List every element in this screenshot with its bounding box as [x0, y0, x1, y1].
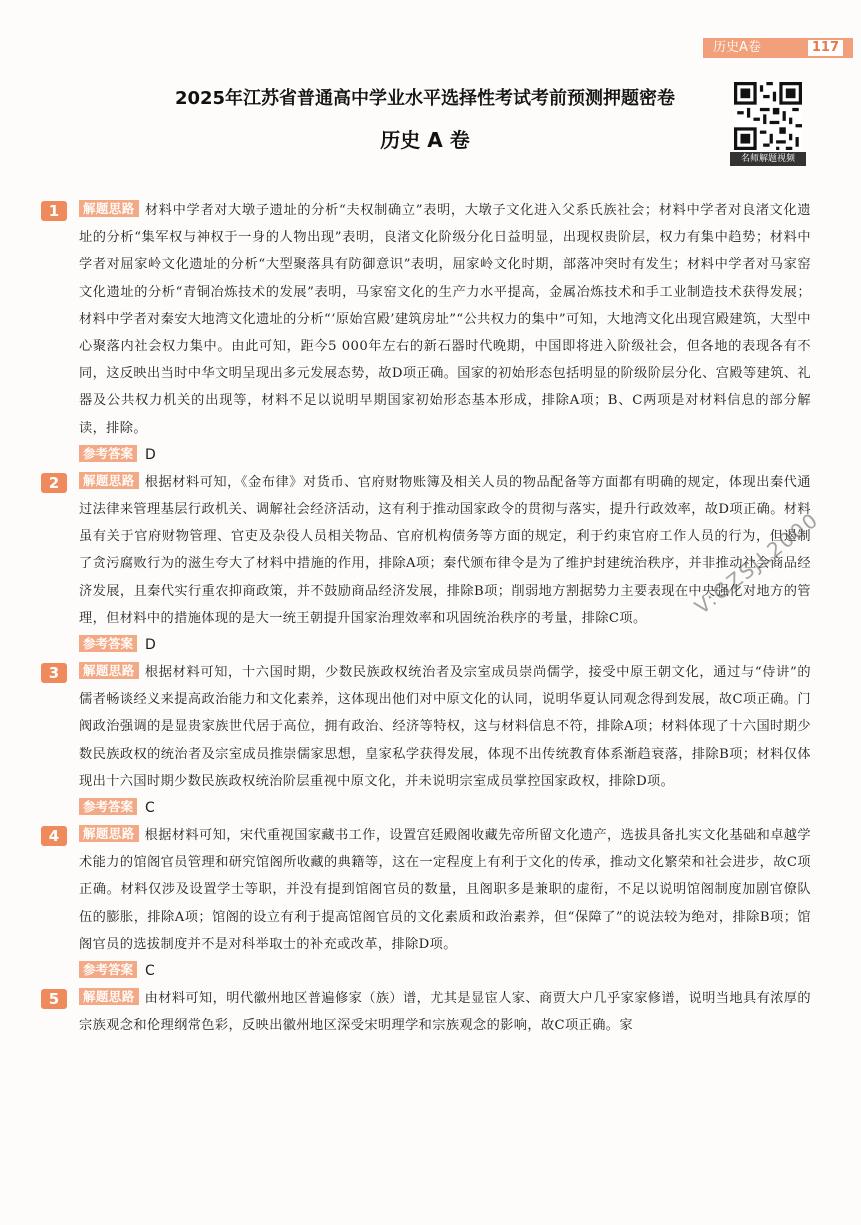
answer-label: 参考答案 — [79, 961, 137, 978]
qr-caption: 名师解题视频 — [730, 152, 806, 166]
answer-value: C — [145, 800, 155, 817]
question-number: 5 — [41, 989, 67, 1009]
answer-value: D — [145, 446, 156, 463]
explanation — [41, 659, 811, 795]
question-number: 1 — [41, 201, 67, 221]
explanation-text: 材料中学者对大墩子遗址的分析“夫权制确立”表明，大墩子文化进入父系氏族社会；材料中学者对良渚文化遗址的分析“集军权与神权于一身的人物出现”表明，良渚文化阶级分化日益明显，出现权贵阶层，权力有集中趋势；材料中学者对屈家岭文化遗址的分析“大型聚落具有防御意识”表明，屈家岭文化时期，部落冲突时有发生；材料中学者对马家窑文化遗址的分析“青铜冶炼技术的发展”表明，马家窑文化的生产力水平提高，金属冶炼技术和手工业制造技术获得发展；材料中学者对秦安大地湾文化遗址的分析“‘原始宫殿’建筑房址”“公共权力的集中”可知，大地湾文化出现宫殿建筑，大型中心聚落内社会权力集中。由此可知，距今5 000年左右的新石器时代晚期，中国即将进入阶级社会，但各地的表现各有不同，这反映出当时中华文明呈现出多元发展态势，故D项正确。国家的初始形态包括明显的阶级阶层分化、宫殿等建筑、礼器及公共权力机关的出现等，材料不足以说明早期国家初始形态基本形成，排除A项；B、C两项是对材料信息的部分解读，排除。 — [79, 203, 811, 436]
page-title: 2025年江苏省普通高中学业水平选择性考试考前预测押题密卷 — [174, 88, 676, 109]
section-tab — [703, 38, 853, 58]
thinking-label: 解题思路 — [79, 472, 139, 489]
answer-value: C — [145, 963, 155, 980]
answer-label: 参考答案 — [79, 635, 137, 652]
answer-row — [41, 795, 811, 822]
page-subtitle: 历史 A 卷 — [380, 128, 470, 152]
thinking-label: 解题思路 — [79, 988, 139, 1005]
explanation-text: 根据材料可知，十六国时期，少数民族政权统治者及宗室成员崇尚儒学，接受中原王朝文化，通过与“侍讲”的儒者畅谈经义来提高政治能力和文化素养，这体现出他们对中原文化的认同，说明华夏认同观念得到发展，故C项正确。门阀政治强调的是显贵家族世代居于高位，拥有政治、经济等特权，这与材料信息不符，排除A项；材料体现了十六国时期少数民族政权的统治者及宗室成员推崇儒家思想，皇家私学获得发展，体现不出传统教育体系渐趋衰落，排除B项；材料仅体现出十六国时期少数民族政权统治阶层重视中原文化，并未说明宗室成员掌控国家政权，排除D项。 — [79, 665, 811, 789]
question-number: 3 — [41, 663, 67, 683]
question-item-3 — [41, 659, 811, 822]
explanation-text: 根据材料可知，宋代重视国家藏书工作，设置宫廷殿阁收藏先帝所留文化遗产，选拔具备扎实文化基础和卓越学术能力的馆阁官员管理和研究馆阁所收藏的典籍等，这在一定程度上有利于文化的传承，推动文化繁荣和社会进步，故C项正确。材料仅涉及设置学士等职，并没有提到馆阁官员的数量，且阁职多是兼职的虚衔，不足以说明馆阁制度加剧官僚队伍的膨胀，排除A项；馆阁的设立有利于提高馆阁官员的文化素质和政治素养，但“保障了”的说法较为绝对，排除B项；馆阁官员的选拔制度并不是对科举取士的补充或改革，排除D项。 — [79, 828, 811, 952]
thinking-label: 解题思路 — [79, 662, 139, 679]
question-item-2 — [41, 469, 811, 659]
thinking-label: 解题思路 — [79, 200, 139, 217]
answer-row — [41, 958, 811, 985]
answer-row — [41, 442, 811, 469]
thinking-label: 解题思路 — [79, 825, 139, 842]
explanation-text: 由材料可知，明代徽州地区普遍修家（族）谱，尤其是显宦人家、商贾大户几乎家家修谱，说明当地具有浓厚的宗族观念和伦理纲常色彩，反映出徽州地区深受宋明理学和宗族观念的影响，故C项正确。家 — [79, 991, 811, 1034]
answer-list — [41, 197, 811, 1039]
explanation — [41, 985, 811, 1039]
qr-code-icon[interactable] — [734, 82, 802, 150]
question-number: 4 — [41, 826, 67, 846]
question-item-1 — [41, 197, 811, 469]
question-item-4 — [41, 822, 811, 985]
explanation — [41, 822, 811, 958]
page-number: 117 — [808, 40, 843, 56]
answer-label: 参考答案 — [79, 445, 137, 462]
explanation-text: 根据材料可知，《金布律》对货币、官府财物账簿及相关人员的物品配备等方面都有明确的规定，体现出秦代通过法律来管理基层行政机关、调解社会经济活动，这有利于推动国家政令的贯彻与落实，提升行政效率，故D项正确。材料虽有关于官府财物管理、官吏及杂役人员相关物品、官府机构债务等方面的规定，利于约束官府工作人员的行为，但遏制了贪污腐败行为的滋生夸大了材料中措施的作用，排除A项；秦代颁布律令是为了维护封建统治秩序，并非推动社会商品经济发展，且秦代实行重农抑商政策，并不鼓励商品经济发展，排除B项；削弱地方割据势力主要表现在中央强化对地方的管理，但材料中的措施体现的是大一统王朝提升国家治理效率和巩固统治秩序的考量，排除C项。 — [79, 474, 811, 626]
watermark: V:GZSJL2000 — [690, 507, 824, 619]
question-item-5 — [41, 985, 811, 1039]
explanation — [41, 197, 811, 442]
question-number: 2 — [41, 473, 67, 493]
answer-row — [41, 632, 811, 659]
section-name: 历史A卷 — [713, 40, 761, 55]
answer-label: 参考答案 — [79, 798, 137, 815]
answer-value: D — [145, 637, 156, 654]
